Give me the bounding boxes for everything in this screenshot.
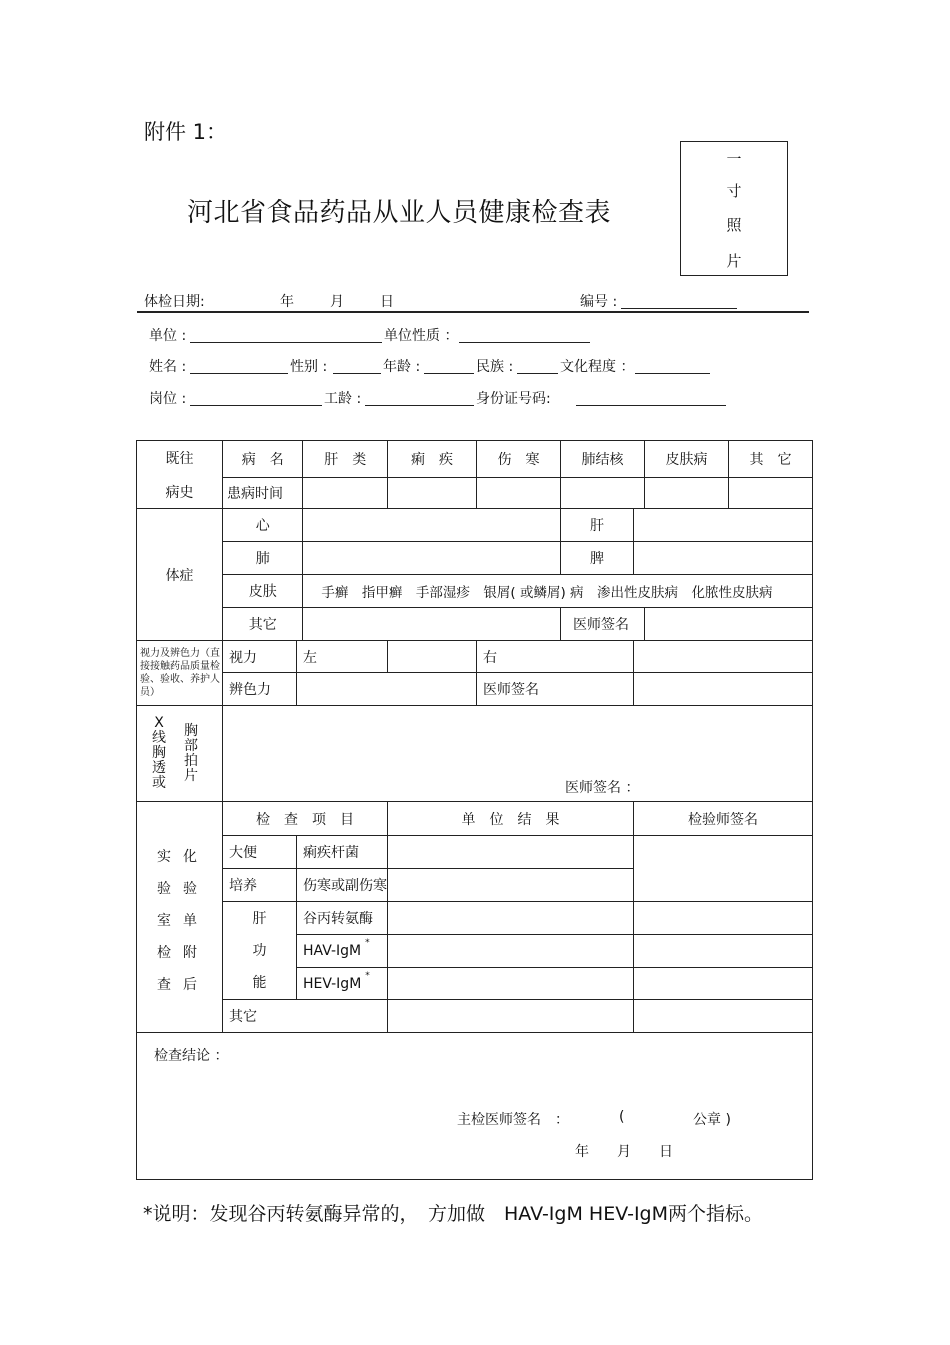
exam-month: 月 — [330, 294, 344, 310]
ethnicity-label: 民族 : — [476, 359, 514, 375]
vision-row-label: 视力 — [223, 641, 297, 673]
hav-star: * — [365, 938, 370, 948]
lab-label-1a: 实 — [157, 849, 171, 865]
lab-sign-header: 检验师签名 — [634, 802, 813, 836]
alt-sign[interactable] — [634, 902, 813, 935]
lung-cell[interactable] — [303, 542, 561, 575]
photo-char-4: 片 — [726, 252, 742, 270]
seal-label: 公章 ) — [693, 1112, 731, 1128]
signs-other-cell[interactable] — [303, 608, 561, 641]
footnote: *说明：发现谷丙转氨酶异常的， 方加做 HAV-IgM HEV-IgM两个指标。 — [143, 1203, 763, 1225]
stool-sign-cell[interactable] — [634, 836, 813, 902]
vision-doctor-sign-cell[interactable] — [634, 673, 813, 706]
skin-items: 手癣 指甲癣 手部湿疹 银屑( 或鳞屑) 病 渗出性皮肤病 化脓性皮肤病 — [303, 575, 813, 608]
lab-label — [137, 802, 223, 1033]
lung-label: 肺 — [223, 542, 303, 575]
serial-label: 编号 : — [580, 294, 618, 310]
stool-label-1: 大便 — [223, 836, 297, 869]
lab-label-5a: 查 — [157, 977, 171, 993]
education-field[interactable] — [635, 373, 710, 374]
lab-item-header: 检 查 项 目 — [223, 802, 388, 836]
lab-label-1b: 化 — [183, 849, 197, 865]
post-field[interactable] — [190, 405, 322, 406]
onset-typhoid-cell[interactable] — [477, 477, 561, 508]
xray-label-col2: 胸部拍片 — [184, 723, 198, 784]
hav-result[interactable] — [388, 935, 634, 968]
hav-text: HAV-IgM — [303, 943, 362, 959]
hev-label — [297, 968, 388, 1000]
liver-func-char-2: 功 — [252, 942, 267, 959]
lab-label-4b: 附 — [183, 945, 197, 961]
name-label: 姓名 : — [149, 359, 187, 375]
alt-label: 谷丙转氨酶 — [297, 902, 388, 935]
alt-result[interactable] — [388, 902, 634, 935]
seal-paren-open: ( — [619, 1109, 625, 1125]
lab-other-sign[interactable] — [634, 1000, 813, 1033]
work-years-field[interactable] — [365, 405, 474, 406]
disease-tb: 肺结核 — [561, 441, 645, 478]
vision-left-label: 左 — [297, 641, 388, 673]
xray-result-cell[interactable] — [223, 706, 813, 802]
unit-field[interactable] — [190, 342, 382, 343]
onset-tb-cell[interactable] — [561, 477, 645, 508]
onset-liver-cell[interactable] — [303, 477, 388, 508]
id-number-label: 身份证号码: — [476, 391, 551, 407]
gender-field[interactable] — [333, 373, 381, 374]
work-years-label: 工龄 : — [324, 391, 362, 407]
liver-func-char-3: 能 — [252, 974, 267, 991]
conclusion-label: 检查结论 ： — [154, 1048, 229, 1064]
liver-label: 肝 — [561, 509, 634, 542]
typhoid-result[interactable] — [388, 869, 634, 902]
dysentery-result[interactable] — [388, 836, 634, 869]
disease-liver: 肝 类 — [303, 441, 388, 478]
exam-date-label: 体检日期: — [144, 294, 205, 310]
lab-label-4a: 检 — [157, 945, 171, 961]
color-vision-label: 辨色力 — [223, 673, 297, 706]
lab-result-header: 单 位 结 果 — [388, 802, 634, 836]
photo-box — [680, 141, 788, 276]
photo-char-2: 寸 — [726, 182, 742, 200]
liver-func-label — [223, 902, 297, 1000]
conclusion-cell[interactable] — [137, 1033, 813, 1180]
xray-label-col1: X线胸透或 — [152, 715, 166, 791]
unit-type-field[interactable] — [459, 342, 590, 343]
hev-sign[interactable] — [634, 968, 813, 1000]
age-label: 年龄 : — [383, 359, 421, 375]
health-exam-table — [136, 440, 813, 1180]
xray-doctor-sign-label: 医师签名 ： — [565, 780, 640, 796]
signs-other-label: 其它 — [223, 608, 303, 641]
signs-doctor-sign-cell[interactable] — [645, 608, 813, 641]
signs-label: 体症 — [137, 509, 223, 641]
hav-sign[interactable] — [634, 935, 813, 968]
vision-label: 视力及辨色力（直接接触药品质量检验、验收、养护人员） — [137, 641, 223, 706]
history-label-bottom: 病史 — [165, 484, 194, 501]
disease-skin: 皮肤病 — [645, 441, 729, 478]
unit-label: 单位 : — [149, 328, 187, 344]
liver-func-char-1: 肝 — [252, 910, 267, 927]
vision-left-cell[interactable] — [388, 641, 477, 673]
post-label: 岗位 : — [149, 391, 187, 407]
history-label — [137, 441, 223, 509]
vision-right-cell[interactable] — [634, 641, 813, 673]
header-divider — [137, 311, 809, 313]
conclusion-month: 月 — [617, 1144, 631, 1160]
conclusion-year: 年 — [575, 1144, 589, 1160]
skin-label: 皮肤 — [223, 575, 303, 608]
hev-result[interactable] — [388, 968, 634, 1000]
color-vision-cell[interactable] — [297, 673, 477, 706]
photo-char-3: 照 — [726, 216, 742, 234]
id-number-field[interactable] — [576, 405, 726, 406]
hev-text: HEV-IgM — [303, 975, 362, 992]
disease-name-header: 病 名 — [223, 441, 303, 478]
form-title: 河北省食品药品从业人员健康检查表 — [187, 198, 612, 228]
education-label: 文化程度 ： — [560, 359, 635, 375]
spleen-label: 脾 — [561, 542, 634, 575]
photo-char-1: 一 — [726, 150, 742, 168]
lab-label-2a: 验 — [157, 881, 171, 897]
conclusion-day: 日 — [659, 1144, 673, 1160]
disease-dysentery: 痢 疾 — [388, 441, 477, 478]
lab-label-5b: 后 — [183, 977, 197, 993]
hav-label — [297, 935, 388, 968]
lab-other-result[interactable] — [388, 1000, 634, 1033]
chief-sign-label: 主检医师签名 ： — [457, 1112, 569, 1128]
heart-cell[interactable] — [303, 509, 561, 542]
unit-type-label: 单位性质 ： — [384, 328, 459, 344]
serial-field[interactable] — [621, 308, 737, 309]
heart-label: 心 — [223, 509, 303, 542]
disease-other: 其 它 — [729, 441, 813, 478]
annex-label: 附件 1： — [144, 120, 228, 144]
onset-dysentery-cell[interactable] — [388, 477, 477, 508]
exam-day: 日 — [380, 294, 394, 310]
history-label-top: 既往 — [165, 450, 194, 467]
onset-other-cell[interactable] — [729, 477, 813, 508]
name-field[interactable] — [190, 373, 288, 374]
exam-year: 年 — [280, 294, 294, 310]
lab-label-3b: 单 — [183, 913, 197, 929]
vision-right-label: 右 — [477, 641, 634, 673]
spleen-cell[interactable] — [634, 542, 813, 575]
lab-label-2b: 验 — [183, 881, 197, 897]
signs-doctor-sign-label: 医师签名 — [561, 608, 645, 641]
lab-label-3a: 室 — [157, 913, 171, 929]
xray-label — [137, 706, 223, 802]
typhoid-label: 伤寒或副伤寒 — [297, 869, 388, 902]
gender-label: 性别 : — [290, 359, 328, 375]
hev-star: * — [365, 970, 370, 981]
onset-skin-cell[interactable] — [645, 477, 729, 508]
lab-other-label: 其它 — [223, 1000, 388, 1033]
disease-typhoid: 伤 寒 — [477, 441, 561, 478]
ethnicity-field[interactable] — [517, 373, 558, 374]
dysentery-label: 痢疾杆菌 — [297, 836, 388, 869]
vision-doctor-sign-label: 医师签名 — [477, 673, 634, 706]
age-field[interactable] — [424, 373, 474, 374]
onset-time-label: 患病时间 — [223, 477, 303, 508]
stool-label-2: 培养 — [223, 869, 297, 902]
liver-cell[interactable] — [634, 509, 813, 542]
